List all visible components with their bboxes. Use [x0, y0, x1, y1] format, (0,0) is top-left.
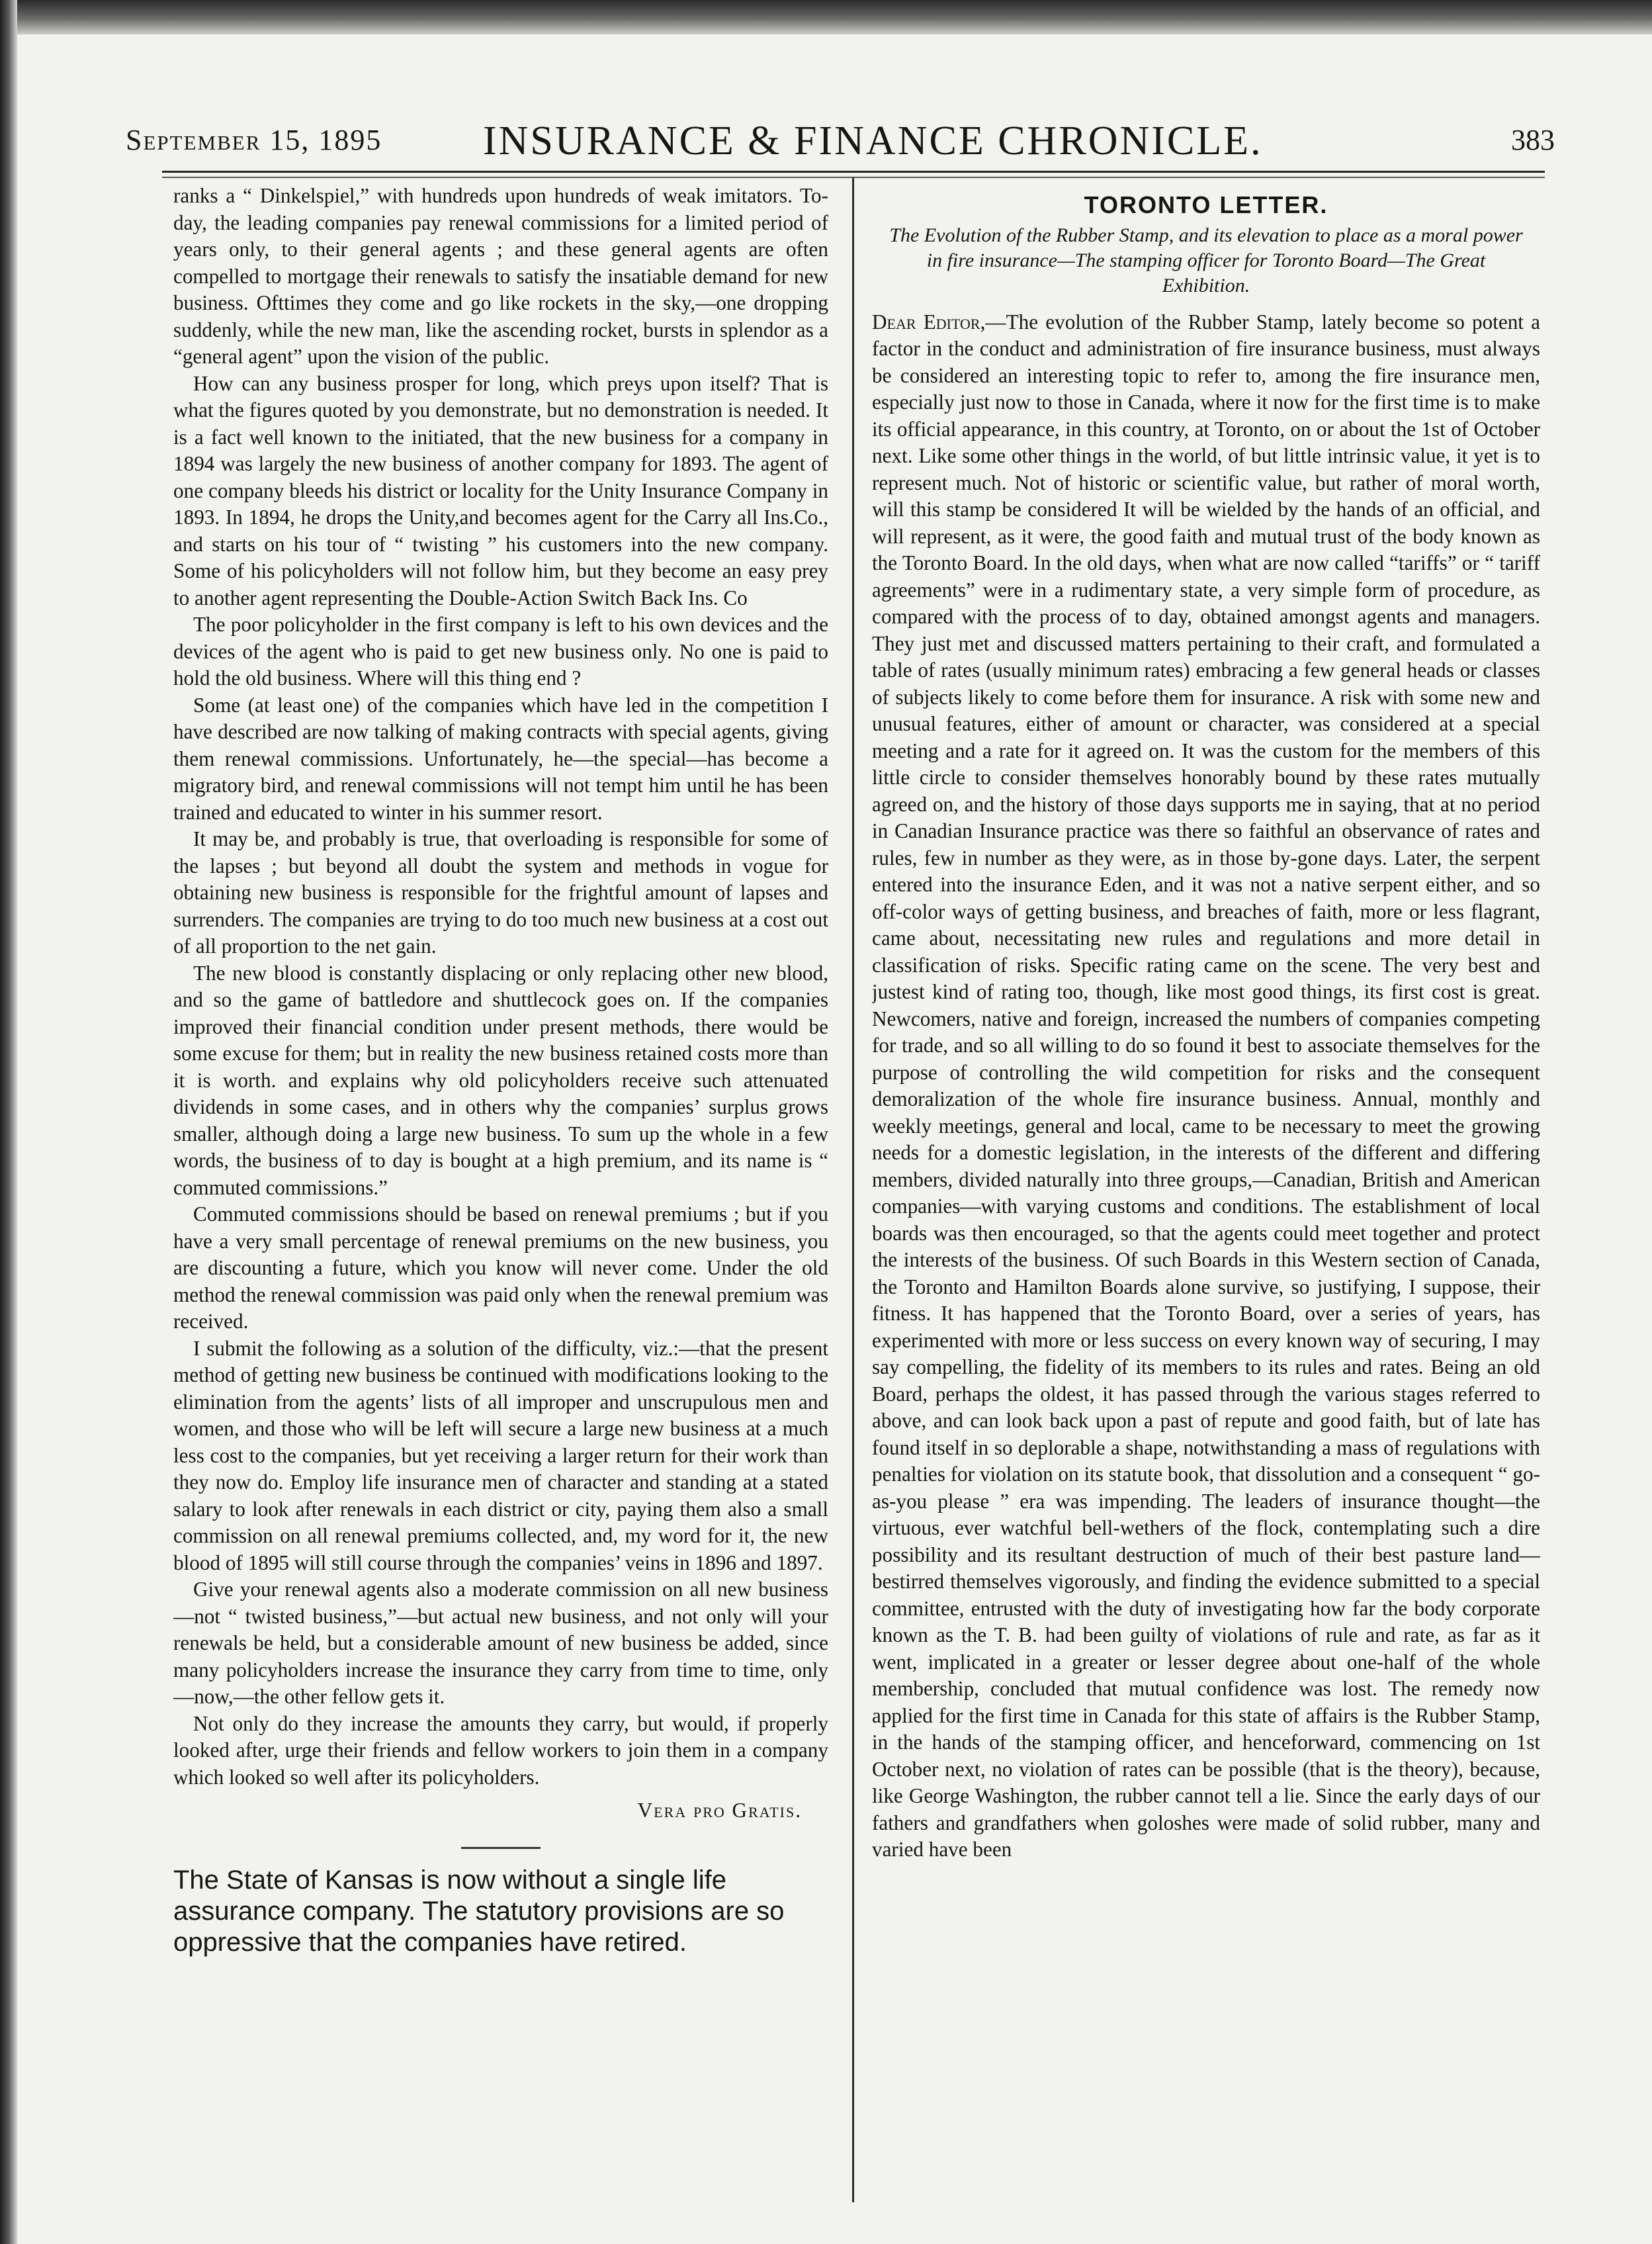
- paragraph: The poor policyholder in the first company is left to his own devices and the devices of the agent who is paid to get new business only. No one is paid to hold the old business. Where will this thing end ?: [173, 613, 828, 690]
- page-header: [126, 118, 1555, 171]
- paragraph: ranks a “ Dinkelspiel,” with hundreds upon hundreds of weak imitators. To-day, the leading companies pay renewal commissions for a limited period of years only, to their general agents ; and these general agents are often compelled to mortgage their renewals to satisfy the insatiable demand for new business. Ofttimes they come and go like rockets in the sky,—one dropping suddenly, while the new man, like the ascending rocket, bursts in splendor as a “general agent” upon the vision of the public.: [173, 184, 828, 368]
- letter-body: [872, 309, 1540, 1863]
- paragraph: I submit the following as a solution of the difficulty, viz.:—that the present method of getting new business be continued with modifications looking to the elimination from the agents’ lists of all improper and unscrupulous men and women, and those who will be left will secure a large new business at a much less cost to the companies, but yet receiving a larger return for their work than they now do. Employ life insurance men of character and standing at a stated salary to look after renewals in each district or city, paying them also a small commission on all renewal premiums collected, and, my word for it, the new blood of 1895 will still course through the companies’ veins in 1896 and 1897.: [173, 1336, 828, 1574]
- scan-edge-left: [0, 0, 17, 2244]
- column-divider: [852, 177, 854, 2202]
- paragraph: The new blood is constantly displacing or only replacing other new blood, and so the game of battledore and shuttlecock goes on. If the companies improved their financial condition under present methods, there would be some excuse for them; but in reality the new business retained costs more than it is worth. and explains why old policyholders receive such attenuated dividends in some cases, and in others why the companies’ surplus grows smaller, although doing a large new business. To sum up the whole in a few words, the business of to day is bought at a high premium, and its name is “ commuted commissions.”: [173, 961, 828, 1199]
- paragraph: Some (at least one) of the companies which have led in the competition I have described are now talking of making contracts with special agents, giving them renewal commissions. Unfortunately, he—the special—has become a migratory bird, and renewal commissions will not tempt him until he has been trained and educated to winter in his summer resort.: [173, 693, 828, 824]
- article-heading: TORONTO LETTER.: [1084, 192, 1328, 218]
- paragraph: How can any business prosper for long, which preys upon itself? That is what the figures quoted by you demonstrate, but no demonstration is needed. It is a fact well known to the initiated, that the new business for a company in 1894 was largely the new business of another company for 1893. The agent of one company bleeds his district or locality for the Unity Insurance Company in 1893. In 1894, he drops the Unity,and becomes agent for the Carry all Ins.Co., and starts on his tour of “ twisting ” his customers into the new company. Some of his policyholders will not follow him, but they become an easy prey to another agent representing the Double-Action Switch Back Ins. Co: [173, 371, 828, 609]
- publication-title: INSURANCE & FINANCE CHRONICLE.: [483, 118, 1263, 163]
- paragraph: —The evolution of the Rubber Stamp, lately become so potent a factor in the conduct and administration of fire insurance business, must always be considered an interesting topic to refer to, among the fire insurance men, especially just now to those in Canada, where it now for the first time is to make its official appearance, in this country, at Toronto, on or about the 1st of October next. Like some other things in the world, of but little intrinsic value, it yet is to represent much. Not of historic or scientific value, but rather of moral worth, will this stamp be considered It will be wielded by the hands of an official, and will represent, as it were, the good faith and mutual trust of the body known as the Toronto Board. In the old days, when what are now called “tariffs” or “ tariff agreements” were in a rudimentary state, a very simple form of procedure, as compared with the process of to day, obtained amongst agents and managers. They just met and discussed matters pertaining to their craft, and formulated a table of rates (usually minimum rates) embracing a few general heads or classes of subjects likely to come before them for insurance. A risk with some new and unusual features, either of amount or character, was considered at a special meeting and a rate for it agreed on. It was the custom for the members of this little circle to consider themselves honorably bound by these rates mutually agreed on, and the history of those days supports me in saying, that at no period in Canadian Insurance practice was there so faithful an observance of rates and rules, few in number as they were, as in those by-gone days. Later, the serpent entered into the insurance Eden, and it was not a native serpent either, and so off-color ways of getting business, and breaches of faith, more or less flagrant, came about, necessitating new rules and regulations and more detail in classification of risks. Specific rating came on the scene. The very best and justest kind of rating too, though, like most good things, its first cost is great. Newcomers, native and foreign, increased the numbers of companies competing for trade, and so all willing to do so found it best to associate themselves for the purpose of controlling the wild competition for risks and the consequent demoralization of the whole fire insurance business. Annual, monthly and weekly meetings, general and local, came to be necessary to meet the growing needs for a domestic legislation, in the interests of the different and differing members, divided naturally into three groups,—Canadian, British and American companies—with varying customs and conditions. The establishment of local boards was then encouraged, so that the agents could meet together and protect the interests of the business. Of such Boards in this Western section of Canada, the Toronto and Hamilton Boards alone survive, so justifying, I suppose, their fitness. It has happened that the Toronto Board, over a series of years, has experimented with more or less success on every known way of securing, I may say compelling, the fidelity of its members to its rules and rates. Being an old Board, perhaps the oldest, it has passed through the various stages referred to above, and can look back upon a past of repute and good faith, but of late has found itself in so deplorable a shape, notwithstanding a mass of regulations with penalties for violation on its statute book, that dissolution and a consequent “ go-as-you please ” era was impending. The leaders of insurance thought—the virtuous, ever watchful bell-wethers of the flock, contemplating such a dire possibility and its resultant destruction of much of their best pasture land—bestirred themselves vigorously, and finding the evidence submitted to a special committee, entrusted with the duty of investigating how far the body corporate known as the T. B. had been guilty of violations of rule and rate, as far as it went, implicated in a greater or lesser degree about one-half of the whole membership, concluded that mutual confidence was lost. The remedy now applied for the first time in Canada for this state of affairs is the Rubber Stamp, in the hands of the stamping officer, and henceforward, commencing on 1st October next, no violation of rates can be possible (that is the theory), because, like George Washington, the rubber cannot tell a lie. Since the early days of our fathers and grandfathers when goloshes were made of solid rubber, many and varied have been: [872, 310, 1540, 1861]
- issue-date: September 15, 1895: [126, 124, 382, 156]
- paragraph: Commuted commissions should be based on renewal premiums ; but if you have a very small percentage of renewal premiums on the new business, you are discounting a future, which you know will never come. Under the old method the renewal commission was paid only when the renewal premium was received.: [173, 1202, 828, 1333]
- article-subheading: The Evolution of the Rubber Stamp, and its elevation to place as a moral power in fire insurance—The stamping officer for Toronto Board—The Great Exhibition.: [889, 224, 1523, 296]
- salutation: Dear Editor,: [872, 310, 986, 334]
- scan-edge-top: [0, 0, 1652, 34]
- section-rule: [461, 1847, 541, 1849]
- left-column: [173, 183, 828, 2208]
- letter-signature: Vera pro Gratis.: [637, 1799, 802, 1822]
- paragraph: Not only do they increase the amounts they carry, but would, if properly looked after, urge their friends and fellow workers to join them in a company which looked so well after its policyholders.: [173, 1711, 828, 1789]
- right-column: [872, 192, 1540, 2217]
- paragraph: Give your renewal agents also a moderate commission on all new business—not “ twisted business,”—but actual new business, and not only will your renewals be held, but a considerable amount of new business be added, since many policyholders increase the insurance they carry from time to time, only—now,—the other fellow gets it.: [173, 1578, 828, 1708]
- page-number: 383: [1511, 124, 1555, 156]
- paragraph: It may be, and probably is true, that overloading is responsible for some of the lapses ; but beyond all doubt the system and methods in vogue for obtaining new business is responsible for the frightful amount of lapses and surrenders. The companies are trying to do too much new business at a cost out of all proportion to the net gain.: [173, 827, 828, 958]
- kansas-notice: The State of Kansas is now without a single life assurance company. The statutory provisions are so oppressive that the companies have retired.: [173, 1865, 785, 1957]
